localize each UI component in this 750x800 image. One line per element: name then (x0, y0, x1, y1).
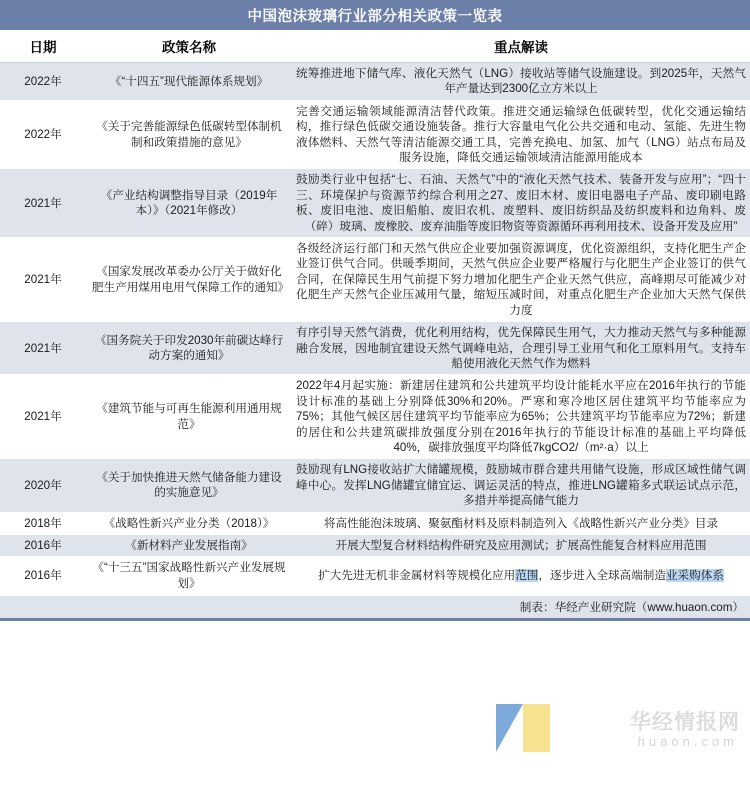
table-row (0, 459, 750, 512)
table-row (0, 63, 750, 101)
table-row (0, 557, 750, 595)
cell-policy-name: 《关于完善能源绿色低碳转型体制机制和政策措施的意见》 (86, 100, 292, 169)
column-header-key-reading: 重点解读 (292, 31, 750, 63)
cell-key-reading: 各级经济运行部门和天然气供应企业要加强资源调度，优化资源组织，支持化肥生产企业签订供气合同。供暖季期间，天然气供应企业要严格履行与化肥生产企业签订的供气合同，在保障民生用气前提下努力增加化肥生产企业天然气供应，高峰期尽可能减少对化肥生产天然气企业压减用气量，缩短压减时间，对重点化肥生产企业加大天然气保供力度 (292, 238, 750, 322)
cell-policy-name: 《国家发展改革委办公厅关于做好化肥生产用煤用电用气保障工作的通知》 (86, 238, 292, 322)
cell-date: 2021年 (0, 169, 86, 238)
cell-key-reading (292, 557, 750, 595)
column-header-policy-name: 政策名称 (86, 31, 292, 63)
reading-text-selected[interactable]: 范围 (515, 569, 539, 583)
reading-text-plain: 扩大先进无机非金属材料等规模化应用 (318, 569, 516, 583)
table-row (0, 375, 750, 459)
cell-policy-name: 《“十四五”现代能源体系规划》 (86, 63, 292, 101)
table-row (0, 100, 750, 169)
cell-policy-name: 《国务院关于印发2030年前碳达峰行动方案的通知》 (86, 322, 292, 375)
cell-key-reading: 统筹推进地下储气库、液化天然气（LNG）接收站等储气设施建设。到2025年，天然气年产量达到2300亿立方米以上 (292, 63, 750, 101)
reading-text-selected-2[interactable]: 业采购体系 (665, 569, 724, 583)
figure-title: 中国泡沫玻璃行业部分相关政策一览表 (0, 0, 750, 31)
cell-date: 2021年 (0, 238, 86, 322)
table-row (0, 534, 750, 556)
watermark-logo-icon (496, 704, 550, 752)
cell-key-reading: 鼓励现有LNG接收站扩大储罐规模，鼓励城市群合建共用储气设施，形成区域性储气调峰中心。发挥LNG储罐宜储宜运、调运灵活的特点，推进LNG罐箱多式联运试点示范，多措并举提高储气能力 (292, 459, 750, 512)
table-header-row (0, 31, 750, 63)
table-row (0, 238, 750, 322)
cell-policy-name: 《关于加快推进天然气储备能力建设的实施意见》 (86, 459, 292, 512)
footer-accent-rule (0, 618, 750, 621)
cell-date: 2021年 (0, 322, 86, 375)
cell-date: 2022年 (0, 100, 86, 169)
watermark-brand: 华经情报网 (630, 711, 740, 734)
cell-policy-name: 《“十三五”国家战略性新兴产业发展规划》 (86, 557, 292, 595)
watermark-site: huaon.com (637, 734, 738, 749)
cell-date: 2018年 (0, 512, 86, 534)
source-credit: 制表：华经产业研究院（www.huaon.com） (519, 601, 744, 615)
cell-key-reading: 鼓励类行业中包括“七、石油、天然气”中的“液化天然气技术、装备开发与应用”；“四十三、环境保护与资源节约综合利用之27、废旧木材、废旧电器电子产品、废印刷电路板、废旧电池、废旧船舶、废旧农机、废塑料、废旧纺织品及纺织废料和边角料、废（碎）玻璃、废橡胶、废弃油脂等废旧物资等资源循环再利用技术、设备开发及应用” (292, 169, 750, 238)
reading-text-plain-2: ，逐步进入全球高端制造 (538, 569, 666, 583)
cell-date: 2021年 (0, 375, 86, 459)
cell-policy-name: 《建筑节能与可再生能源利用通用规范》 (86, 375, 292, 459)
cell-key-reading: 2022年4月起实施：新建居住建筑和公共建筑平均设计能耗水平应在2016年执行的节能设计标准的基础上分别降低30%和20%。严寒和寒冷地区居住建筑平均节能率应为75%；其他气候区居住建筑平均节能率应为65%；公共建筑平均节能率应为72%；新建的居住和公共建筑碳排放强度分别在2016年执行的节能设计标准的基础上平均降低40%，碳排放强度平均降低7kgCO2/（m²·a）以上 (292, 375, 750, 459)
table-row (0, 322, 750, 375)
cell-policy-name: 《战略性新兴产业分类（2018）》 (86, 512, 292, 534)
cell-date: 2016年 (0, 557, 86, 595)
cell-key-reading: 开展大型复合材料结构件研究及应用测试；扩展高性能复合材料应用范围 (292, 534, 750, 556)
footer-source-bar (0, 595, 750, 618)
table-body (0, 63, 750, 595)
cell-date: 2020年 (0, 459, 86, 512)
cell-key-reading: 将高性能泡沫玻璃、聚氨酯材料及原料制造列入《战略性新兴产业分类》目录 (292, 512, 750, 534)
cell-date: 2016年 (0, 534, 86, 556)
cell-key-reading: 有序引导天然气消费，优化利用结构，优先保障民生用气，大力推动天然气与多种能源融合发展，因地制宜建设天然气调峰电站，合理引导工业用气和化工原料用气。支持车船使用液化天然气作为燃料 (292, 322, 750, 375)
cell-date: 2022年 (0, 63, 86, 101)
cell-key-reading: 完善交通运输领域能源清洁替代政策。推进交通运输绿色低碳转型，优化交通运输结构，推行绿色低碳交通设施装备。推行大容量电气化公共交通和电动、氢能、先进生物液体燃料、天然气等清洁能源交通工具，完善充换电、加氢、加气（LNG）站点布局及服务设施，降低交通运输领域清洁能源用能成本 (292, 100, 750, 169)
table-row (0, 512, 750, 534)
watermark (492, 704, 742, 766)
cell-policy-name: 《产业结构调整指导目录（2019年本）》（2021年修改） (86, 169, 292, 238)
cell-policy-name: 《新材料产业发展指南》 (86, 534, 292, 556)
table-row (0, 169, 750, 238)
policy-table (0, 31, 750, 595)
column-header-date: 日期 (0, 31, 86, 63)
